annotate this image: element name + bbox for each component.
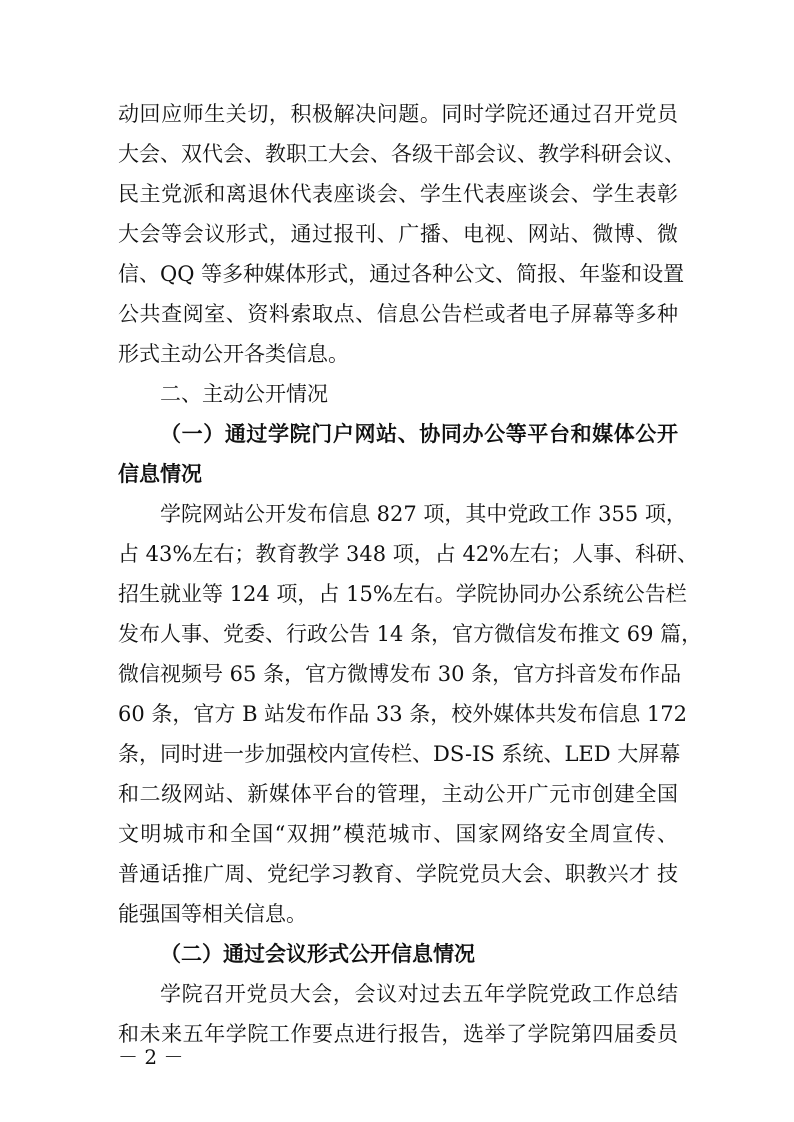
para2-line-1: 学院召开党员大会，会议对过去五年学院党政工作总结 (160, 982, 678, 1006)
intro-line-1: 动回应师生关切，积极解决问题。同时学院还通过召开党员 (118, 102, 678, 126)
subheading-1-line-2: 信息情况 (118, 461, 202, 486)
intro-line-6: 公共查阅室、资料索取点、信息公告栏或者电子屏幕等多种 (118, 302, 678, 326)
para2-line-2: 和未来五年学院工作要点进行报告，选举了学院第四届委员 (118, 1022, 678, 1046)
para1-line-2: 占 43%左右；教育教学 348 项，占 42%左右；人事、科研、 (118, 542, 699, 566)
para1-line-10: 普通话推广周、党纪学习教育、学院党员大会、职教兴才 技 (118, 862, 678, 886)
intro-line-3: 民主党派和离退休代表座谈会、学生代表座谈会、学生表彰 (118, 182, 678, 206)
para1-line-1: 学院网站公开发布信息 827 项，其中党政工作 355 项， (160, 502, 687, 526)
intro-line-7: 形式主动公开各类信息。 (118, 342, 349, 366)
intro-line-4: 大会等会议形式，通过报刊、广播、电视、网站、微博、微 (118, 222, 678, 246)
intro-line-5: 信、QQ 等多种媒体形式，通过各种公文、简报、年鉴和设置 (118, 262, 685, 286)
para1-line-4: 发布人事、党委、行政公告 14 条，官方微信发布推文 69 篇， (118, 622, 703, 646)
para1-line-3: 招生就业等 124 项，占 15%左右。学院协同办公系统公告栏 (118, 582, 687, 606)
subheading-2: （二）通过会议形式公开信息情况 (160, 941, 475, 966)
section-heading: 二、主动公开情况 (160, 382, 328, 406)
para1-line-9: 文明城市和全国“双拥”模范城市、国家网络安全周宣传、 (118, 822, 678, 846)
intro-line-2: 大会、双代会、教职工大会、各级干部会议、教学科研会议、 (118, 142, 685, 166)
para1-line-5: 微信视频号 65 条，官方微博发布 30 条，官方抖音发布作品 (118, 662, 682, 686)
para1-line-7: 条，同时进一步加强校内宣传栏、DS-IS 系统、LED 大屏幕 (118, 742, 681, 766)
para1-line-8: 和二级网站、新媒体平台的管理，主动公开广元市创建全国 (118, 782, 678, 806)
subheading-1-line-1: （一）通过学院门户网站、协同办公等平台和媒体公开 (160, 421, 678, 446)
page-number: － 2 － (118, 1045, 184, 1069)
para1-line-6: 60 条，官方 B 站发布作品 33 条，校外媒体共发布信息 172 (118, 702, 688, 726)
para1-line-11: 能强国等相关信息。 (118, 902, 307, 926)
